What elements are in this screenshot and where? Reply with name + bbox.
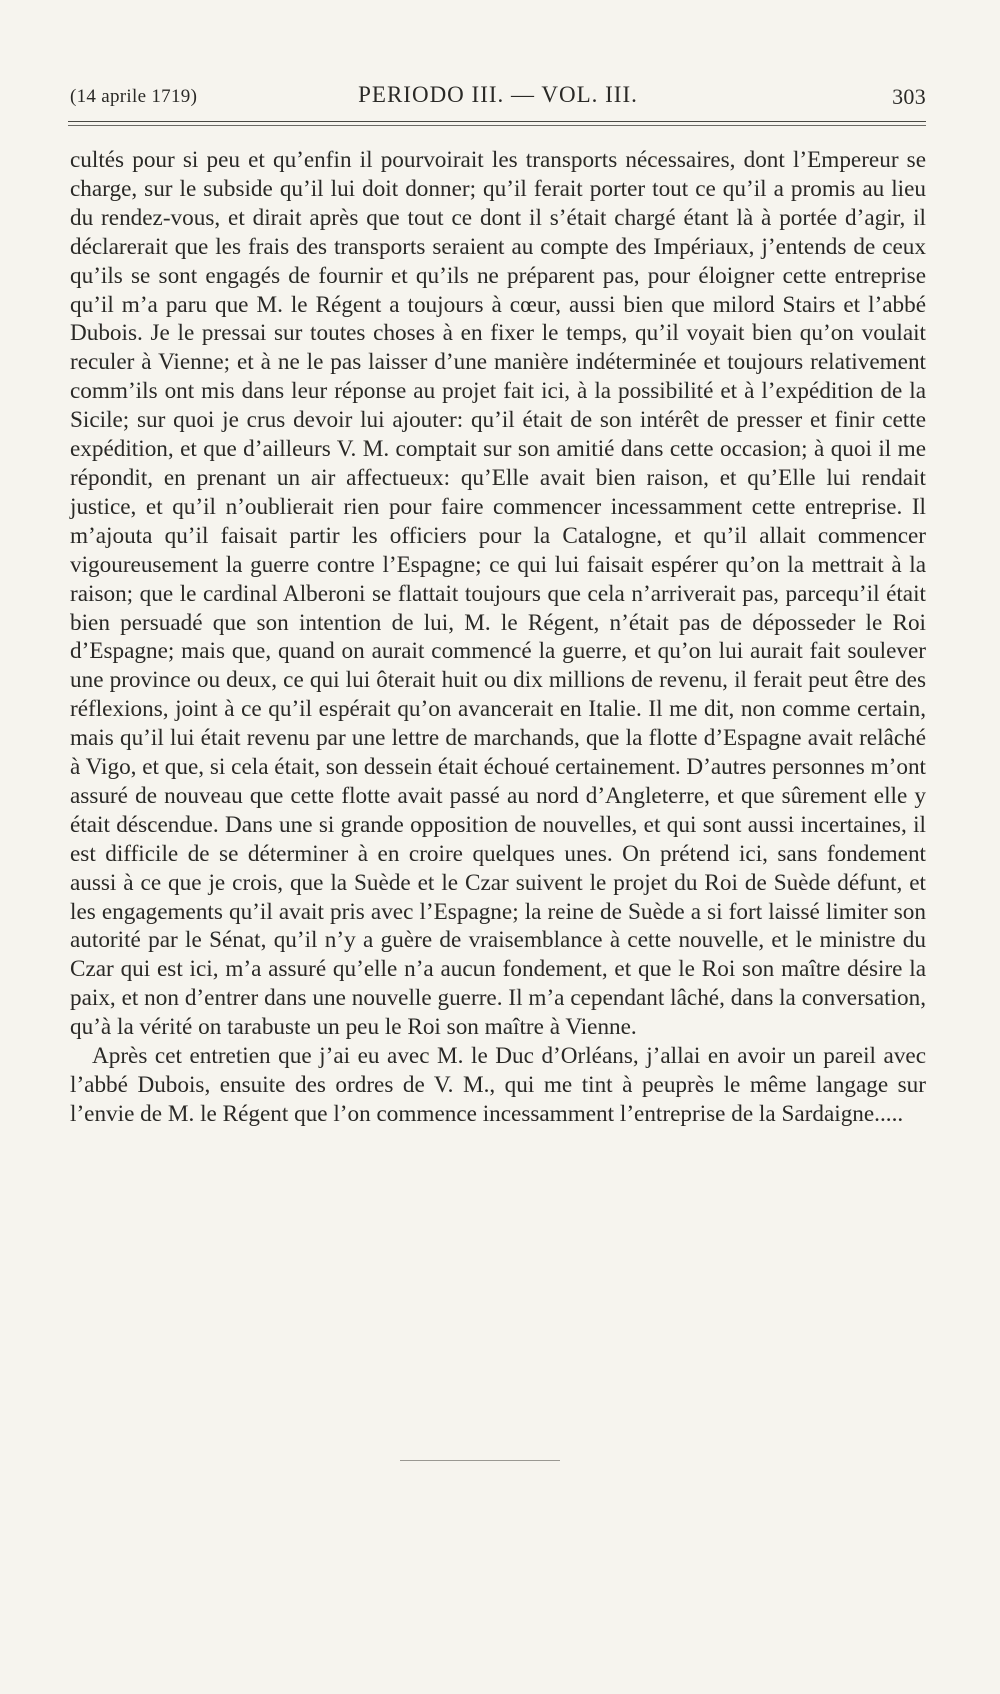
header-rule <box>68 121 926 122</box>
footnote-separator <box>400 1460 560 1461</box>
page-number: 303 <box>892 84 926 109</box>
body-text <box>70 146 926 1129</box>
paragraph-2: Après cet entretien que j’ai eu avec M. le Duc d’Orléans, j’allai en avoir un pareil avec l’abbé Dubois, ensuite des ordres de V. M., qui me tint à peuprès le même langage sur l’envie de M. le Régent que l’on commence incessamment l’entreprise de la Sardaigne..... <box>70 1043 926 1127</box>
paragraph-1: cultés pour si peu et qu’enfin il pourvoirait les transports nécessaires, dont l’Empereur se charge, sur le subside qu’il lui doit donner; qu’il ferait porter tout ce qu’il a promis au lieu du rendez-vous, et dirait après que tout ce dont il s’était chargé étant là à portée d’agir, il déclarerait que les frais des transports seraient au compte des Impériaux, j’entends de ceux qu’ils se sont engagés de fournir et qu’ils ne préparent pas, pour éloigner cette entreprise qu’il m’a paru que M. le Régent a toujours à cœur, aussi bien que milord Stairs et l’abbé Dubois. Je le pressai sur toutes choses à en fixer le temps, qu’il voyait bien qu’on voulait reculer à Vienne; et à ne le pas laisser d’une manière indéterminée et toujours relativement comm’ils ont mis dans leur réponse au projet fait ici, à la possibilité et à l’expédition de la Sicile; sur quoi je crus devoir lui ajouter: qu’il était de son intérêt de presser et finir cette expédition, et que d’ailleurs V. M. comptait sur son amitié dans cette occasion; à quoi il me répondit, en prenant un air affectueux: qu’Elle avait bien raison, et qu’Elle lui rendait justice, et qu’il n’oublierait rien pour faire commencer incessamment cette entreprise. Il m’ajouta qu’il faisait partir les officiers pour la Catalogne, et qu’il allait commencer vigoureusement la guerre contre l’Espagne; ce qui lui faisait espérer qu’on la mettrait à la raison; que le cardinal Alberoni se flattait toujours que cela n’arriverait pas, parcequ’il était bien persuadé que son intention de lui, M. le Régent, n’était pas de déposseder le Roi d’Espagne; mais que, quand on aurait commencé la guerre, et qu’on lui aurait fait soulever une province ou deux, ce qui lui ôterait huit ou dix millions de revenu, il ferait peut être des réflexions, joint à ce qu’il espérait qu’on avancerait en Italie. Il me dit, non comme certain, mais qu’il lui était revenu par une lettre de marchands, que la flotte d’Espagne avait relâché à Vigo, et que, si cela était, son dessein était échoué certainement. D’autres personnes m’ont assuré de nouveau que cette flotte avait passé au nord d’Angleterre, et que sûrement elle y était déscendue. Dans une si grande opposition de nouvelles, et qui sont aussi incertaines, il est difficile de se déterminer à en croire quelques unes. On prétend ici, sans fondement aussi à ce que je crois, que la Suède et le Czar suivent le projet du Roi de Suède défunt, et les engagements qu’il avait pris avec l’Espagne; la reine de Suède a si fort laissé limiter son autorité par le Sénat, qu’il n’y a guère de vraisemblance à cette nouvelle, et le ministre du Czar qui est ici, m’a assuré qu’elle n’a aucun fondement, et que le Roi son maître désire la paix, et non d’entrer dans une nouvelle guerre. Il m’a cependant lâché, dans la conversation, qu’à la vérité on tarabuste un peu le Roi son maître à Vienne. <box>70 147 926 1041</box>
running-header <box>70 80 926 112</box>
header-series-volume: PERIODO III. — VOL. III. <box>358 82 638 107</box>
header-date: (14 aprile 1719) <box>70 86 198 107</box>
header-rule-secondary <box>68 125 926 126</box>
